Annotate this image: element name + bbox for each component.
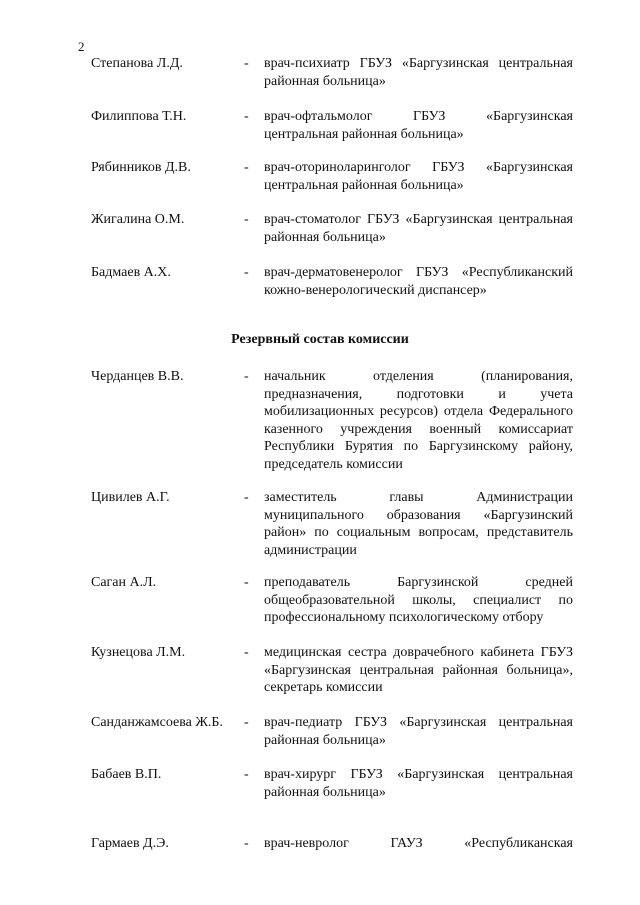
member-name: Черданцев В.В. <box>91 369 184 384</box>
member-description: врач-хирург ГБУЗ «Баргузинская центральная районная больница» <box>264 767 573 800</box>
dash: - <box>244 160 249 175</box>
member-name: Степанова Л.Д. <box>91 56 183 71</box>
page-number: 2 <box>78 39 85 54</box>
member-name: Рябинников Д.В. <box>91 160 191 175</box>
dash: - <box>244 575 249 590</box>
member-description: заместитель главы Администрации муниципального образования «Баргузинский район» по социальным вопросам, представитель администрации <box>264 490 573 558</box>
dash: - <box>244 265 249 280</box>
dash: - <box>244 369 249 384</box>
dash: - <box>244 490 249 505</box>
member-name: Бабаев В.П. <box>91 767 162 782</box>
dash: - <box>244 56 249 71</box>
member-name: Кузнецова Л.М. <box>91 645 186 660</box>
member-name: Жигалина О.М. <box>91 212 185 227</box>
dash: - <box>244 767 249 782</box>
member-description: преподаватель Баргузинской средней общеобразовательной школы, специалист по профессиональному психологическому отбору <box>264 575 573 625</box>
member-description: начальник отделения (планирования, предназначения, подготовки и учета мобилизационных ресурсов) отдела Федерального казенного учреждения военный комиссариат Республики Бурятия по Баргузинскому району, председатель комиссии <box>264 369 573 472</box>
member-name: Санданжамсоева Ж.Б. <box>91 715 223 730</box>
member-name: Филиппова Т.Н. <box>91 109 187 124</box>
member-name: Гармаев Д.Э. <box>91 836 169 851</box>
dash: - <box>244 645 249 660</box>
member-description: медицинская сестра доврачебного кабинета ГБУЗ «Баргузинская центральная районная больница», секретарь комиссии <box>264 645 573 695</box>
member-description: врач-психиатр ГБУЗ «Баргузинская центральная районная больница» <box>264 56 573 89</box>
member-description: врач-дерматовенеролог ГБУЗ «Республиканский кожно-венерологический диспансер» <box>264 265 573 298</box>
dash: - <box>244 212 249 227</box>
member-name: Бадмаев А.Х. <box>91 265 171 280</box>
member-description: врач-оториноларинголог ГБУЗ «Баргузинская центральная районная больница» <box>264 160 573 193</box>
dash: - <box>244 109 249 124</box>
dash: - <box>244 715 249 730</box>
member-name: Цивилев А.Г. <box>91 490 170 505</box>
member-description: врач-стоматолог ГБУЗ «Баргузинская центральная районная больница» <box>264 212 573 245</box>
member-description: врач-невролог ГАУЗ «Республиканская <box>264 836 573 851</box>
member-description: врач-офтальмолог ГБУЗ «Баргузинская центральная районная больница» <box>264 109 573 142</box>
dash: - <box>244 836 249 851</box>
section-title: Резервный состав комиссии <box>231 332 409 347</box>
member-name: Саган А.Л. <box>91 575 157 590</box>
member-description: врач-педиатр ГБУЗ «Баргузинская центральная районная больница» <box>264 715 573 748</box>
